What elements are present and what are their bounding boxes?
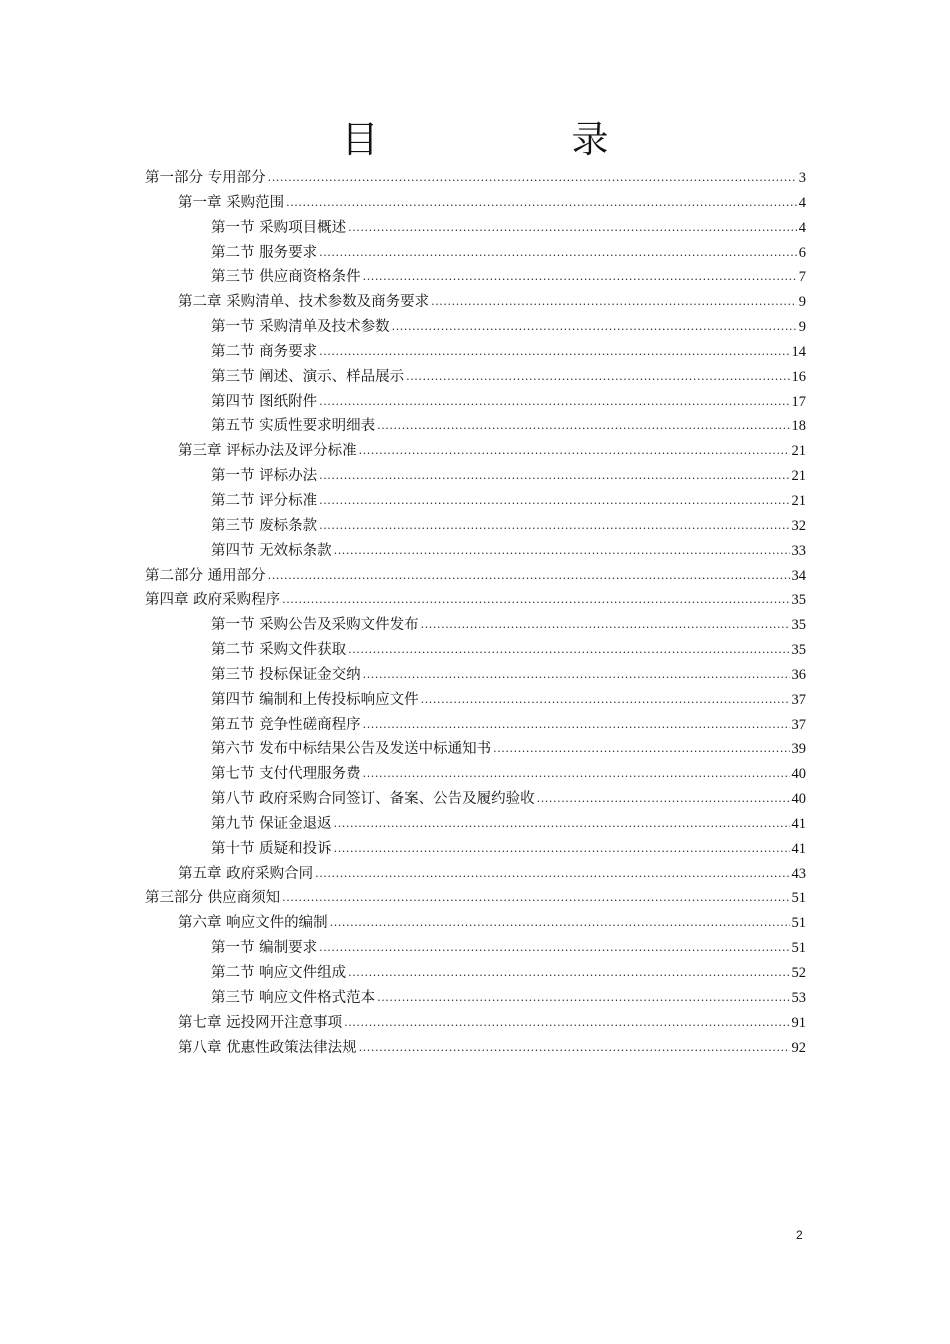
toc-entry-label: 第一节 编制要求 xyxy=(211,940,318,957)
toc-entry[interactable] xyxy=(145,787,806,812)
toc-dot-leader xyxy=(319,240,797,266)
toc-entry-page: 9 xyxy=(798,294,806,311)
toc-entry-label: 第七章 远投网开注意事项 xyxy=(178,1014,343,1031)
toc-entry-page: 17 xyxy=(791,393,806,410)
toc-entry-label: 第三节 供应商资格条件 xyxy=(211,269,361,286)
toc-entry[interactable] xyxy=(145,986,806,1011)
toc-dot-leader xyxy=(319,389,789,415)
toc-entry-label: 第三节 废标条款 xyxy=(211,517,318,534)
toc-entry-label: 第八节 政府采购合同签订、备案、公告及履约验收 xyxy=(211,791,535,808)
toc-entry-page: 41 xyxy=(791,840,806,857)
toc-dot-leader xyxy=(348,960,789,986)
toc-entry-page: 37 xyxy=(791,691,806,708)
toc-entry[interactable] xyxy=(145,365,806,390)
toc-dot-leader xyxy=(493,736,789,762)
toc-dot-leader xyxy=(359,1035,790,1061)
toc-entry-page: 4 xyxy=(798,194,806,211)
toc-entry-page: 36 xyxy=(791,666,806,683)
toc-entry-page: 14 xyxy=(791,343,806,360)
toc-dot-leader xyxy=(334,836,790,862)
toc-dot-leader xyxy=(282,885,789,911)
toc-dot-leader xyxy=(319,463,789,489)
toc-entry-label: 第五节 实质性要求明细表 xyxy=(211,418,376,435)
toc-entry[interactable] xyxy=(145,638,806,663)
toc-dot-leader xyxy=(334,538,790,564)
toc-entry[interactable] xyxy=(145,862,806,887)
toc-dot-leader xyxy=(319,935,789,961)
toc-entry-label: 第四节 编制和上传投标响应文件 xyxy=(211,691,419,708)
toc-dot-leader xyxy=(363,264,797,290)
toc-entry[interactable] xyxy=(145,911,806,936)
toc-dot-leader xyxy=(392,314,797,340)
toc-entry-label: 第八章 优惠性政策法律法规 xyxy=(178,1039,357,1056)
toc-entry[interactable] xyxy=(145,812,806,837)
toc-entry[interactable] xyxy=(145,688,806,713)
toc-entry-label: 第五章 政府采购合同 xyxy=(178,865,314,882)
toc-dot-leader xyxy=(348,215,797,241)
toc-entry-page: 4 xyxy=(798,219,806,236)
toc-entry-page: 35 xyxy=(791,592,806,609)
toc-entry-label: 第二章 采购清单、技术参数及商务要求 xyxy=(178,294,430,311)
toc-entry-page: 7 xyxy=(798,269,806,286)
toc-entry-label: 第一节 采购清单及技术参数 xyxy=(211,319,390,336)
toc-entry-page: 51 xyxy=(791,940,806,957)
toc-dot-leader xyxy=(406,364,789,390)
toc-entry-label: 第二节 评分标准 xyxy=(211,492,318,509)
toc-entry-page: 41 xyxy=(791,815,806,832)
toc-entry-label: 第六章 响应文件的编制 xyxy=(178,915,328,932)
toc-entry[interactable] xyxy=(145,340,806,365)
toc-entry[interactable] xyxy=(145,837,806,862)
toc-entry[interactable] xyxy=(145,936,806,961)
toc-dot-leader xyxy=(431,289,797,315)
toc-entry[interactable] xyxy=(145,1011,806,1036)
toc-entry[interactable] xyxy=(145,315,806,340)
toc-entry-page: 3 xyxy=(798,170,806,186)
toc-entry[interactable] xyxy=(145,1036,806,1061)
toc-dot-leader xyxy=(268,563,790,589)
toc-entry-page: 35 xyxy=(791,642,806,659)
toc-entry-page: 51 xyxy=(791,890,806,907)
page-title: 目 录 xyxy=(341,118,687,161)
toc-entry-page: 39 xyxy=(791,741,806,758)
toc-entry-page: 34 xyxy=(791,567,806,584)
toc-dot-leader xyxy=(330,910,790,936)
toc-entry-label: 第二节 商务要求 xyxy=(211,343,318,360)
toc-entry-page: 53 xyxy=(791,989,806,1006)
page-number: 2 xyxy=(796,1228,803,1242)
toc-entry[interactable] xyxy=(145,961,806,986)
toc-entry[interactable] xyxy=(145,514,806,539)
toc-entry-label: 第一节 评标办法 xyxy=(211,468,318,485)
toc-dot-leader xyxy=(319,339,789,365)
toc-entry[interactable] xyxy=(145,414,806,439)
toc-entry[interactable] xyxy=(145,886,806,911)
toc-entry-page: 52 xyxy=(791,965,806,981)
toc-entry-label: 第四节 无效标条款 xyxy=(211,542,332,559)
toc-entry[interactable] xyxy=(145,166,806,191)
toc-entry-label: 第三节 投标保证金交纳 xyxy=(211,666,361,683)
toc-dot-leader xyxy=(421,687,790,713)
toc-entry-page: 33 xyxy=(791,542,806,559)
toc-dot-leader xyxy=(319,488,789,514)
toc-entry-label: 第二节 服务要求 xyxy=(211,244,318,261)
toc-entry-page: 51 xyxy=(791,915,806,932)
toc-dot-leader xyxy=(282,587,789,613)
toc-entry-page: 40 xyxy=(791,791,806,808)
toc-entry-page: 6 xyxy=(798,244,806,261)
toc-entry[interactable] xyxy=(145,564,806,589)
toc-dot-leader xyxy=(268,165,797,191)
toc-entry-page: 43 xyxy=(791,865,806,882)
toc-entry-page: 35 xyxy=(791,617,806,634)
toc-entry[interactable] xyxy=(145,663,806,688)
toc-entry-label: 第九节 保证金退返 xyxy=(211,815,332,832)
toc-entry-page: 9 xyxy=(798,319,806,336)
toc-dot-leader xyxy=(334,811,790,837)
toc-entry[interactable] xyxy=(145,464,806,489)
toc-entry[interactable] xyxy=(145,713,806,738)
toc-entry-label: 第一节 采购公告及采购文件发布 xyxy=(211,617,419,634)
toc-entry-page: 32 xyxy=(791,517,806,534)
toc-entry-label: 第四章 政府采购程序 xyxy=(145,592,281,609)
toc-entry-label: 第二节 响应文件组成 xyxy=(211,965,347,981)
toc-entry-label: 第五节 竞争性磋商程序 xyxy=(211,716,361,733)
table-of-contents xyxy=(145,166,806,1060)
toc-entry-label: 第七节 支付代理服务费 xyxy=(211,766,361,783)
toc-entry-label: 第六节 发布中标结果公告及发送中标通知书 xyxy=(211,741,492,758)
toc-entry[interactable] xyxy=(145,216,806,241)
toc-dot-leader xyxy=(363,761,790,787)
toc-entry-label: 第二节 采购文件获取 xyxy=(211,642,347,659)
toc-entry-label: 第三节 响应文件格式范本 xyxy=(211,989,376,1006)
toc-entry[interactable] xyxy=(145,265,806,290)
toc-entry-label: 第四节 图纸附件 xyxy=(211,393,318,410)
toc-entry[interactable] xyxy=(145,737,806,762)
toc-entry-label: 第十节 质疑和投诉 xyxy=(211,840,332,857)
toc-dot-leader xyxy=(377,985,789,1011)
toc-dot-leader xyxy=(537,786,790,812)
toc-entry[interactable] xyxy=(145,489,806,514)
toc-entry-page: 21 xyxy=(791,492,806,509)
toc-entry[interactable] xyxy=(145,191,806,216)
toc-entry-label: 第三章 评标办法及评分标准 xyxy=(178,443,357,460)
toc-dot-leader xyxy=(363,662,790,688)
toc-entry-page: 37 xyxy=(791,716,806,733)
toc-dot-leader xyxy=(363,712,790,738)
toc-dot-leader xyxy=(359,438,790,464)
toc-dot-leader xyxy=(421,612,790,638)
toc-entry-label: 第一部分 专用部分 xyxy=(145,170,266,186)
toc-entry-page: 91 xyxy=(791,1014,806,1031)
toc-entry-label: 第一章 采购范围 xyxy=(178,194,285,211)
toc-entry-page: 16 xyxy=(791,368,806,385)
toc-entry-page: 21 xyxy=(791,468,806,485)
toc-dot-leader xyxy=(377,413,789,439)
toc-entry[interactable] xyxy=(145,613,806,638)
toc-entry-label: 第三部分 供应商须知 xyxy=(145,890,281,907)
toc-entry-page: 40 xyxy=(791,766,806,783)
toc-entry[interactable] xyxy=(145,241,806,266)
toc-entry[interactable] xyxy=(145,290,806,315)
toc-entry-page: 21 xyxy=(791,443,806,460)
toc-entry-page: 18 xyxy=(791,418,806,435)
toc-dot-leader xyxy=(315,861,789,887)
toc-entry[interactable] xyxy=(145,762,806,787)
toc-entry[interactable] xyxy=(145,539,806,564)
toc-entry-label: 第一节 采购项目概述 xyxy=(211,219,347,236)
toc-entry-page: 92 xyxy=(791,1039,806,1056)
toc-entry[interactable] xyxy=(145,588,806,613)
toc-dot-leader xyxy=(344,1010,789,1036)
toc-entry[interactable] xyxy=(145,439,806,464)
toc-entry-label: 第二部分 通用部分 xyxy=(145,567,266,584)
toc-dot-leader xyxy=(319,513,789,539)
toc-entry-label: 第三节 阐述、演示、样品展示 xyxy=(211,368,405,385)
toc-dot-leader xyxy=(286,190,797,216)
toc-entry[interactable] xyxy=(145,390,806,415)
toc-dot-leader xyxy=(348,637,789,663)
